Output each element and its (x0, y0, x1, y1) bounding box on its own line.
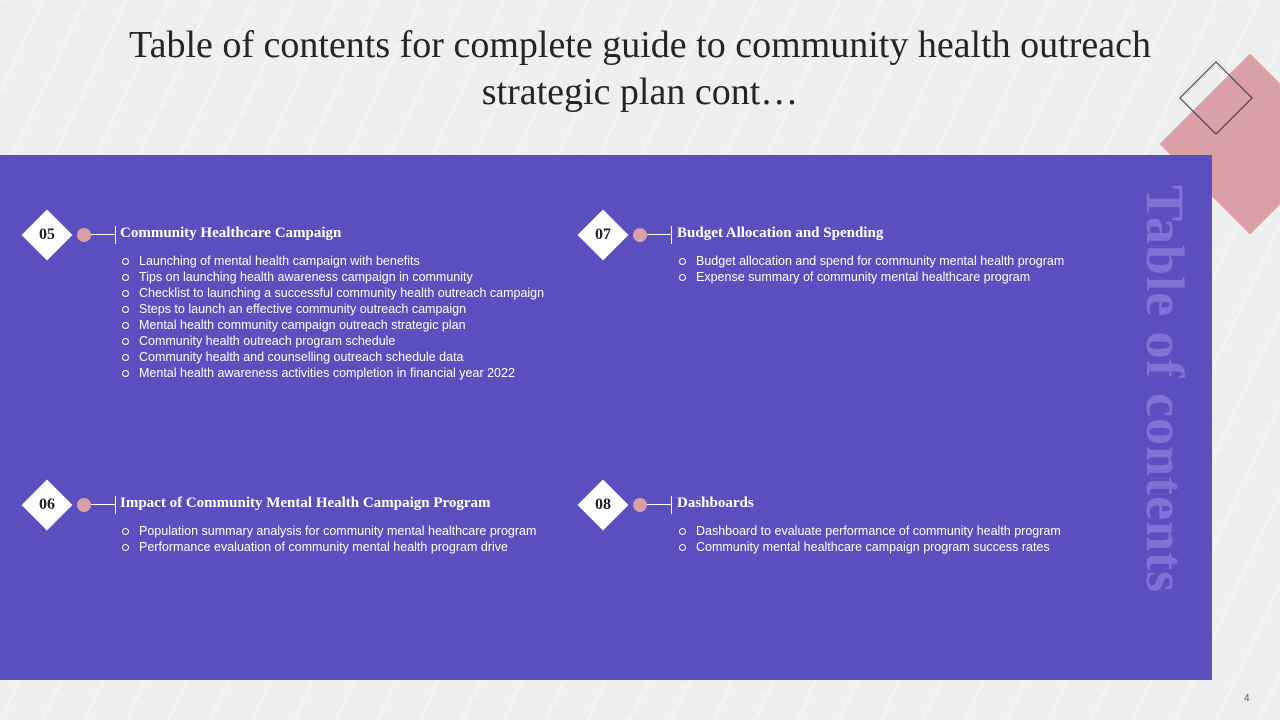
list-item: Launching of mental health campaign with benefits (120, 253, 544, 269)
connector-dot (633, 498, 647, 512)
section-number: 06 (39, 496, 55, 513)
list-item: Dashboard to evaluate performance of community health program (677, 523, 1061, 539)
list-item: Community mental healthcare campaign program success rates (677, 539, 1061, 555)
connector-tick (671, 226, 672, 244)
connector-tick (115, 226, 116, 244)
list-item: Steps to launch an effective community outreach campaign (120, 301, 544, 317)
connector-tick (671, 496, 672, 514)
section-number: 05 (39, 226, 55, 243)
connector-line (647, 234, 671, 235)
connector-tick (115, 496, 116, 514)
section-items (677, 523, 1061, 555)
connector-line (91, 234, 115, 235)
section-items (120, 253, 544, 381)
list-item: Budget allocation and spend for community mental health program (677, 253, 1064, 269)
section-title: Dashboards (677, 495, 754, 511)
list-item: Population summary analysis for community mental healthcare program (120, 523, 536, 539)
list-item: Tips on launching health awareness campaign in community (120, 269, 544, 285)
section-number: 07 (595, 226, 611, 243)
connector-line (647, 504, 671, 505)
page-title: Table of contents for complete guide to community health outreach strategic plan cont… (129, 24, 1151, 113)
section-number: 08 (595, 496, 611, 513)
connector-dot (77, 498, 91, 512)
list-item: Expense summary of community mental healthcare program (677, 269, 1064, 285)
section-items (677, 253, 1064, 285)
list-item: Community health outreach program schedule (120, 333, 544, 349)
section-title: Impact of Community Mental Health Campaign Program (120, 495, 491, 511)
list-item: Performance evaluation of community mental health program drive (120, 539, 536, 555)
list-item: Community health and counselling outreach schedule data (120, 349, 544, 365)
page-number: 4 (1244, 693, 1250, 704)
list-item: Mental health community campaign outreach strategic plan (120, 317, 544, 333)
connector-dot (633, 228, 647, 242)
list-item: Checklist to launching a successful community health outreach campaign (120, 285, 544, 301)
side-label: Table of contents (1135, 185, 1195, 594)
connector-dot (77, 228, 91, 242)
connector-line (91, 504, 115, 505)
section-items (120, 523, 536, 555)
section-title: Budget Allocation and Spending (677, 225, 884, 241)
section-title: Community Healthcare Campaign (120, 225, 342, 241)
list-item: Mental health awareness activities completion in financial year 2022 (120, 365, 544, 381)
